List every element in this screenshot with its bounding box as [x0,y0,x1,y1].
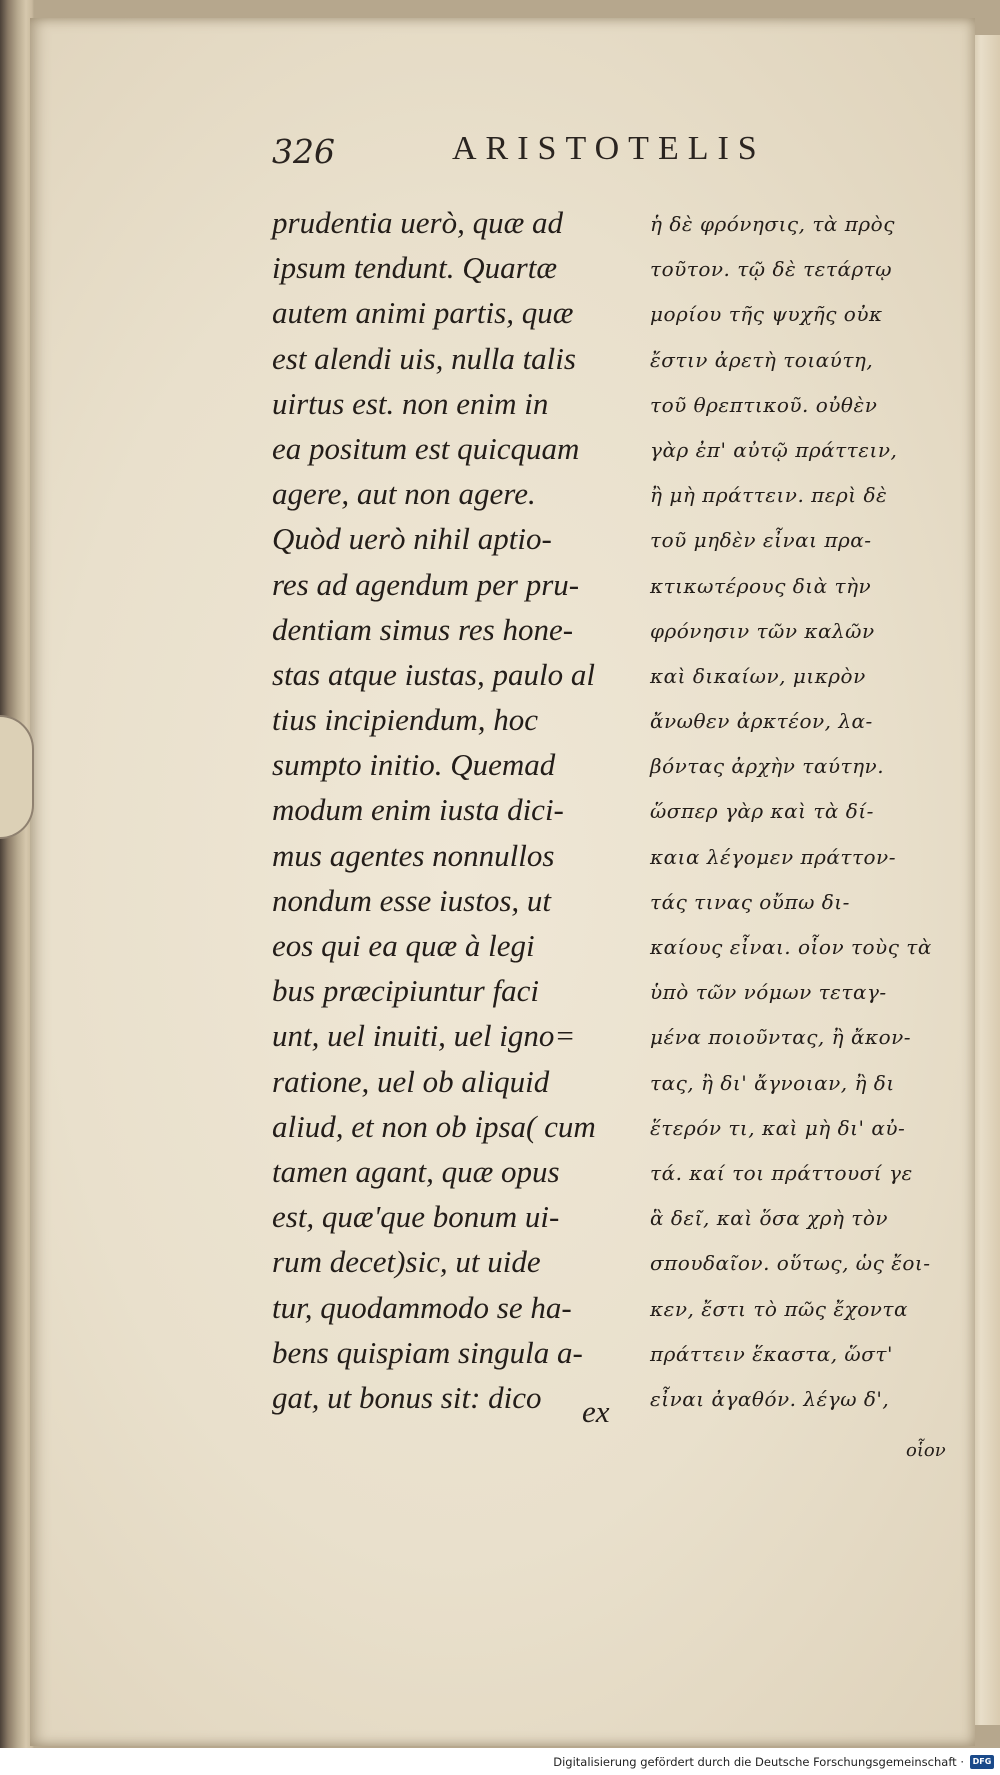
greek-text-line: καίους εἶναι. οἷον τοὺς τὰ [650,935,932,959]
greek-text-line: ἃ δεῖ, καὶ ὅσα χρὴ τὸν [650,1206,889,1231]
latin-text-line: res ad agendum per pru- [272,566,580,602]
latin-text-line: eos qui ea quæ à legi [272,928,535,963]
greek-text-column [650,202,956,1422]
dfg-logo: DFG [970,1755,994,1769]
greek-text-line: ἢ μὴ πράττειν. περὶ δὲ [650,483,888,508]
latin-text-line: aliud, et non ob ipsa( cum [272,1108,596,1144]
running-head: ARISTOTELIS [452,130,766,167]
latin-text-line: ea positum est quicquam [272,430,580,466]
latin-text-line: est, quæ'que bonum ui- [272,1199,560,1235]
greek-text-line: ἡ δὲ φρόνησις, τὰ πρὸς [650,212,895,236]
latin-text-line: mus agentes nonnullos [272,837,555,873]
greek-text-line: βόντας ἀρχὴν ταύτην. [650,754,885,779]
greek-text-line: καια λέγομεν πράττον- [650,844,896,869]
latin-text-line: uirtus est. non enim in [272,385,549,421]
greek-text-line: τοῦ μηδὲν εἶναι πρα- [650,528,872,553]
greek-text-line: ἄνωθεν ἀρκτέον, λα- [650,709,873,734]
latin-text-line: unt, uel inuiti, uel igno= [272,1018,576,1054]
digitization-footer [0,1748,1000,1775]
latin-text-column [272,200,627,1420]
latin-text-line: bens quispiam singula a- [272,1334,583,1370]
greek-text-line: τάς τινας οὔπω δι- [650,889,850,914]
latin-text-line: nondum esse iustos, ut [272,882,551,918]
latin-text-line: modum enim iusta dici- [272,792,564,828]
greek-catchword: οἷον [906,1440,946,1461]
page-number: 326 [272,132,335,171]
greek-text-line: ἕτερόν τι, καὶ μὴ δι' αὐ- [650,1115,906,1140]
latin-text-line: tius incipiendum, hoc [272,702,539,738]
latin-text-line: sumpto initio. Quemad [272,747,556,783]
latin-text-line: autem animi partis, quæ [272,295,574,331]
footer-credit: Digitalisierung gefördert durch die Deutsche Forschungsgemeinschaft · [553,1754,964,1769]
greek-text-line: τας, ἢ δι' ἄγνοιαν, ἢ δι [650,1070,895,1095]
greek-text-line: καὶ δικαίων, μικρὸν [650,663,866,688]
latin-catchword: ex [582,1394,610,1429]
greek-text-line: μορίου τῆς ψυχῆς οὐκ [650,302,883,327]
greek-text-line: κεν, ἔστι τὸ πῶς ἔχοντα [650,1296,908,1321]
greek-text-line: ἔστιν ἀρετὴ τοιαύτη, [650,347,874,372]
greek-text-line: τοῦτον. τῷ δὲ τετάρτῳ [650,257,893,282]
greek-text-line: εἶναι ἀγαθόν. λέγω δ', [650,1386,890,1411]
greek-text-line: κτικωτέρους διὰ τὴν [650,573,872,598]
greek-text-line: τοῦ θρεπτικοῦ. οὐθὲν [650,392,878,417]
latin-text-line: Quòd uerò nihil aptio- [272,521,552,557]
greek-text-line: ὑπὸ τῶν νόμων τεταγ- [650,980,887,1005]
greek-text-line: φρόνησιν τῶν καλῶν [650,618,875,643]
latin-text-line: est alendi uis, nulla talis [272,340,576,376]
binding-clasp [0,715,34,839]
latin-text-line: ratione, uel ob aliquid [272,1063,550,1099]
greek-text-line: πράττειν ἕκαστα, ὥστ' [650,1341,893,1366]
greek-text-line: σπουδαῖον. οὕτως, ὡς ἔοι- [650,1251,931,1276]
latin-text-line: bus præcipiuntur faci [272,973,539,1009]
latin-text-line: rum decet)sic, ut uide [272,1244,541,1280]
latin-text-line: agere, aut non agere. [272,476,536,512]
greek-text-line: ὥσπερ γὰρ καὶ τὰ δί- [650,799,874,824]
latin-text-line: tamen agant, quæ opus [272,1153,560,1189]
greek-text-line: μένα ποιοῦντας, ἢ ἄκον- [650,1025,912,1050]
latin-text-line: dentiam simus res hone- [272,611,574,647]
latin-text-line: gat, ut bonus sit: dico [272,1379,542,1415]
latin-text-line: stas atque iustas, paulo al [272,656,595,692]
greek-text-line: γὰρ ἐπ' αὐτῷ πράττειν, [650,437,898,462]
latin-text-line: ipsum tendunt. Quartæ [272,250,558,286]
latin-text-line: tur, quodammodo se ha- [272,1289,572,1325]
greek-text-line: τά. καί τοι πράττουσί γε [650,1160,913,1185]
latin-text-line: prudentia uerò, quæ ad [272,205,564,240]
page-header [272,128,832,178]
